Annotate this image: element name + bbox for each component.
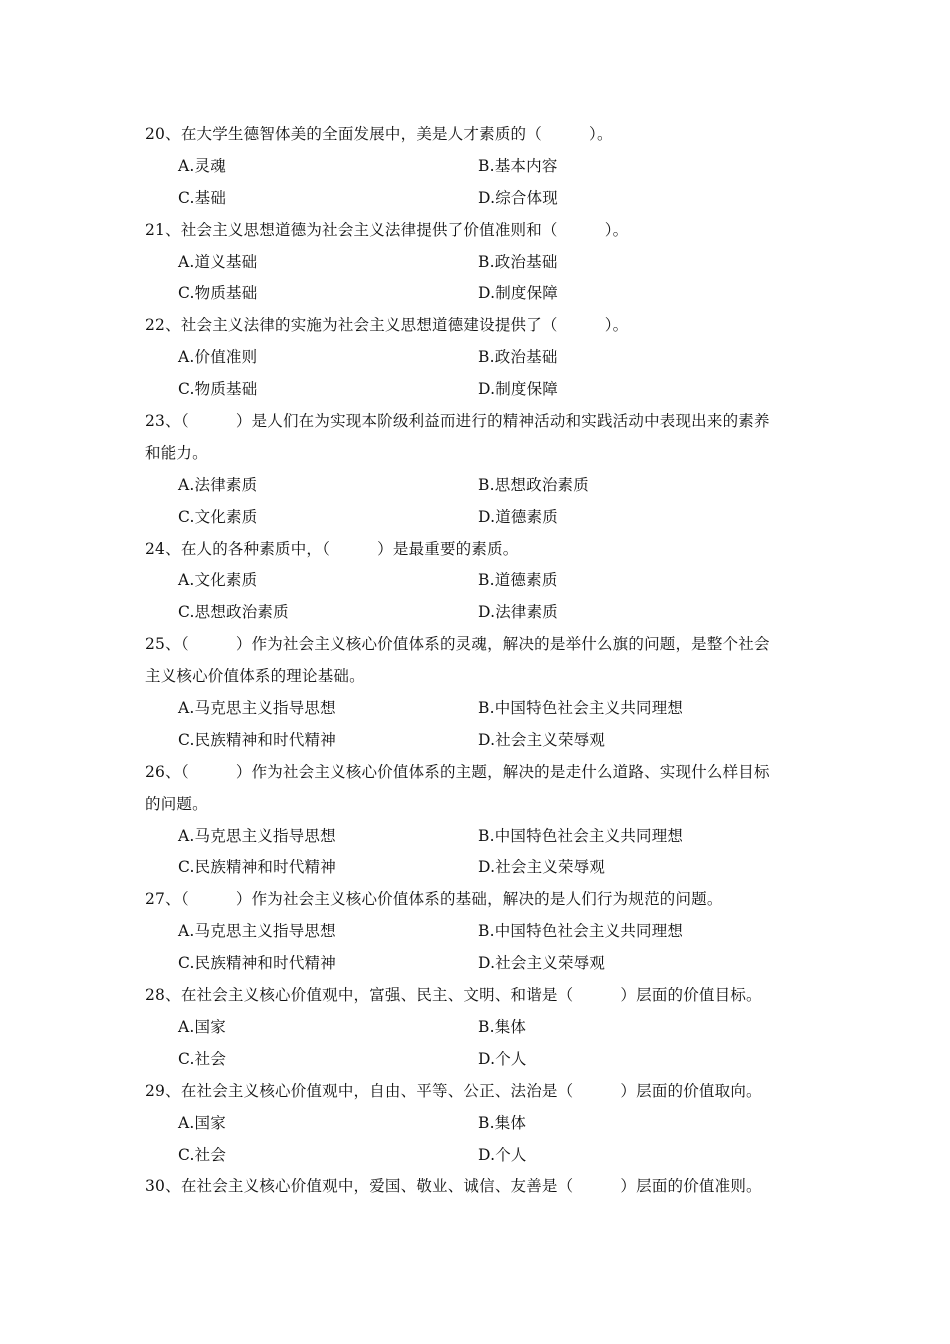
question-25-text: 25、（ ）作为社会主义核心价值体系的灵魂，解决的是举什么旗的问题，是整个社会 bbox=[145, 635, 770, 654]
question-20-options-row-1 bbox=[145, 151, 810, 183]
question-22-options-row-1 bbox=[145, 342, 810, 374]
question-20-option-d: D.综合体现 bbox=[478, 188, 559, 207]
question-28-option-c: C.社会 bbox=[178, 1049, 227, 1068]
question-21-option-b: B.政治基础 bbox=[478, 252, 558, 271]
question-27-option-b: B.中国特色社会主义共同理想 bbox=[478, 922, 684, 941]
question-27-options-row-2 bbox=[145, 948, 810, 980]
question-29-option-c: C.社会 bbox=[178, 1145, 227, 1164]
question-24-option-d: D.法律素质 bbox=[478, 603, 559, 622]
question-25-options-row-2 bbox=[145, 725, 810, 757]
question-21-options-row-2 bbox=[145, 278, 810, 310]
question-21-option-c: C.物质基础 bbox=[178, 284, 258, 303]
question-29-options-row-1 bbox=[145, 1108, 810, 1140]
question-27-option-c: C.民族精神和时代精神 bbox=[178, 954, 336, 973]
question-25-option-b: B.中国特色社会主义共同理想 bbox=[478, 699, 684, 718]
question-24-options-row-2 bbox=[145, 597, 810, 629]
question-28-option-d: D.个人 bbox=[478, 1049, 527, 1068]
question-27-text: 27、（ ）作为社会主义核心价值体系的基础，解决的是人们行为规范的问题。 bbox=[145, 890, 723, 909]
question-24-text: 24、在人的各种素质中，（ ）是最重要的素质。 bbox=[145, 539, 519, 558]
question-29-option-b: B.集体 bbox=[478, 1113, 527, 1132]
question-29-text: 29、在社会主义核心价值观中，自由、平等、公正、法治是（ ）层面的价值取向。 bbox=[145, 1081, 762, 1100]
question-24-option-c: C.思想政治素质 bbox=[178, 603, 289, 622]
question-25-option-d: D.社会主义荣辱观 bbox=[478, 730, 606, 749]
question-23-option-a: A.法律素质 bbox=[178, 475, 258, 494]
question-22-text: 22、社会主义法律的实施为社会主义思想道德建设提供了（ ）。 bbox=[145, 316, 629, 335]
question-25-option-c: C.民族精神和时代精神 bbox=[178, 730, 336, 749]
question-30-text: 30、在社会主义核心价值观中，爱国、敬业、诚信、友善是（ ）层面的价值准则。 bbox=[145, 1177, 762, 1196]
question-29-option-d: D.个人 bbox=[478, 1145, 527, 1164]
question-20-options-row-2 bbox=[145, 183, 810, 215]
question-23-options-row-2 bbox=[145, 502, 810, 534]
question-21-options-row-1 bbox=[145, 247, 810, 279]
question-26-option-a: A.马克思主义指导思想 bbox=[178, 826, 336, 845]
question-23-option-b: B.思想政治素质 bbox=[478, 475, 589, 494]
question-28-options-row-2 bbox=[145, 1044, 810, 1076]
question-20-option-b: B.基本内容 bbox=[478, 156, 558, 175]
question-27-option-d: D.社会主义荣辱观 bbox=[478, 954, 606, 973]
question-26-option-b: B.中国特色社会主义共同理想 bbox=[478, 826, 684, 845]
question-27-option-a: A.马克思主义指导思想 bbox=[178, 922, 336, 941]
question-28-option-a: A.国家 bbox=[178, 1017, 226, 1036]
question-21-text: 21、社会主义思想道德为社会主义法律提供了价值准则和（ ）。 bbox=[145, 220, 629, 239]
question-25-text-continued: 主义核心价值体系的理论基础。 bbox=[145, 667, 365, 686]
question-28-option-b: B.集体 bbox=[478, 1017, 527, 1036]
question-22-option-a: A.价值准则 bbox=[178, 348, 258, 367]
question-22-option-b: B.政治基础 bbox=[478, 348, 558, 367]
question-28-options-row-1 bbox=[145, 1012, 810, 1044]
question-23-text-continued: 和能力。 bbox=[145, 443, 208, 462]
question-26-options-row-1 bbox=[145, 821, 810, 853]
question-26-option-d: D.社会主义荣辱观 bbox=[478, 858, 606, 877]
question-22-option-c: C.物质基础 bbox=[178, 380, 258, 399]
question-26-text: 26、（ ）作为社会主义核心价值体系的主题，解决的是走什么道路、实现什么样目标 bbox=[145, 762, 770, 781]
question-20-option-a: A.灵魂 bbox=[178, 156, 226, 175]
question-list bbox=[145, 119, 810, 1203]
question-25-options-row-1 bbox=[145, 693, 810, 725]
question-23-options-row-1 bbox=[145, 470, 810, 502]
question-24-options-row-1 bbox=[145, 565, 810, 597]
question-25-option-a: A.马克思主义指导思想 bbox=[178, 699, 336, 718]
question-24-option-b: B.道德素质 bbox=[478, 571, 558, 590]
question-21-option-d: D.制度保障 bbox=[478, 284, 559, 303]
question-23-option-c: C.文化素质 bbox=[178, 507, 258, 526]
question-27-options-row-1 bbox=[145, 916, 810, 948]
question-23-option-d: D.道德素质 bbox=[478, 507, 559, 526]
question-20-text: 20、在大学生德智体美的全面发展中，美是人才素质的（ ）。 bbox=[145, 125, 613, 143]
question-22-option-d: D.制度保障 bbox=[478, 380, 559, 399]
question-26-options-row-2 bbox=[145, 852, 810, 884]
question-29-options-row-2 bbox=[145, 1140, 810, 1172]
question-29-option-a: A.国家 bbox=[178, 1113, 226, 1132]
question-21-option-a: A.道义基础 bbox=[178, 252, 258, 271]
question-26-text-continued: 的问题。 bbox=[145, 794, 208, 813]
question-26-option-c: C.民族精神和时代精神 bbox=[178, 858, 336, 877]
question-23-text: 23、（ ）是人们在为实现本阶级利益而进行的精神活动和实践活动中表现出来的素养 bbox=[145, 412, 770, 431]
question-28-text: 28、在社会主义核心价值观中，富强、民主、文明、和谐是（ ）层面的价值目标。 bbox=[145, 986, 762, 1005]
question-24-option-a: A.文化素质 bbox=[178, 571, 258, 590]
question-20-option-c: C.基础 bbox=[178, 188, 227, 207]
question-22-options-row-2 bbox=[145, 374, 810, 406]
